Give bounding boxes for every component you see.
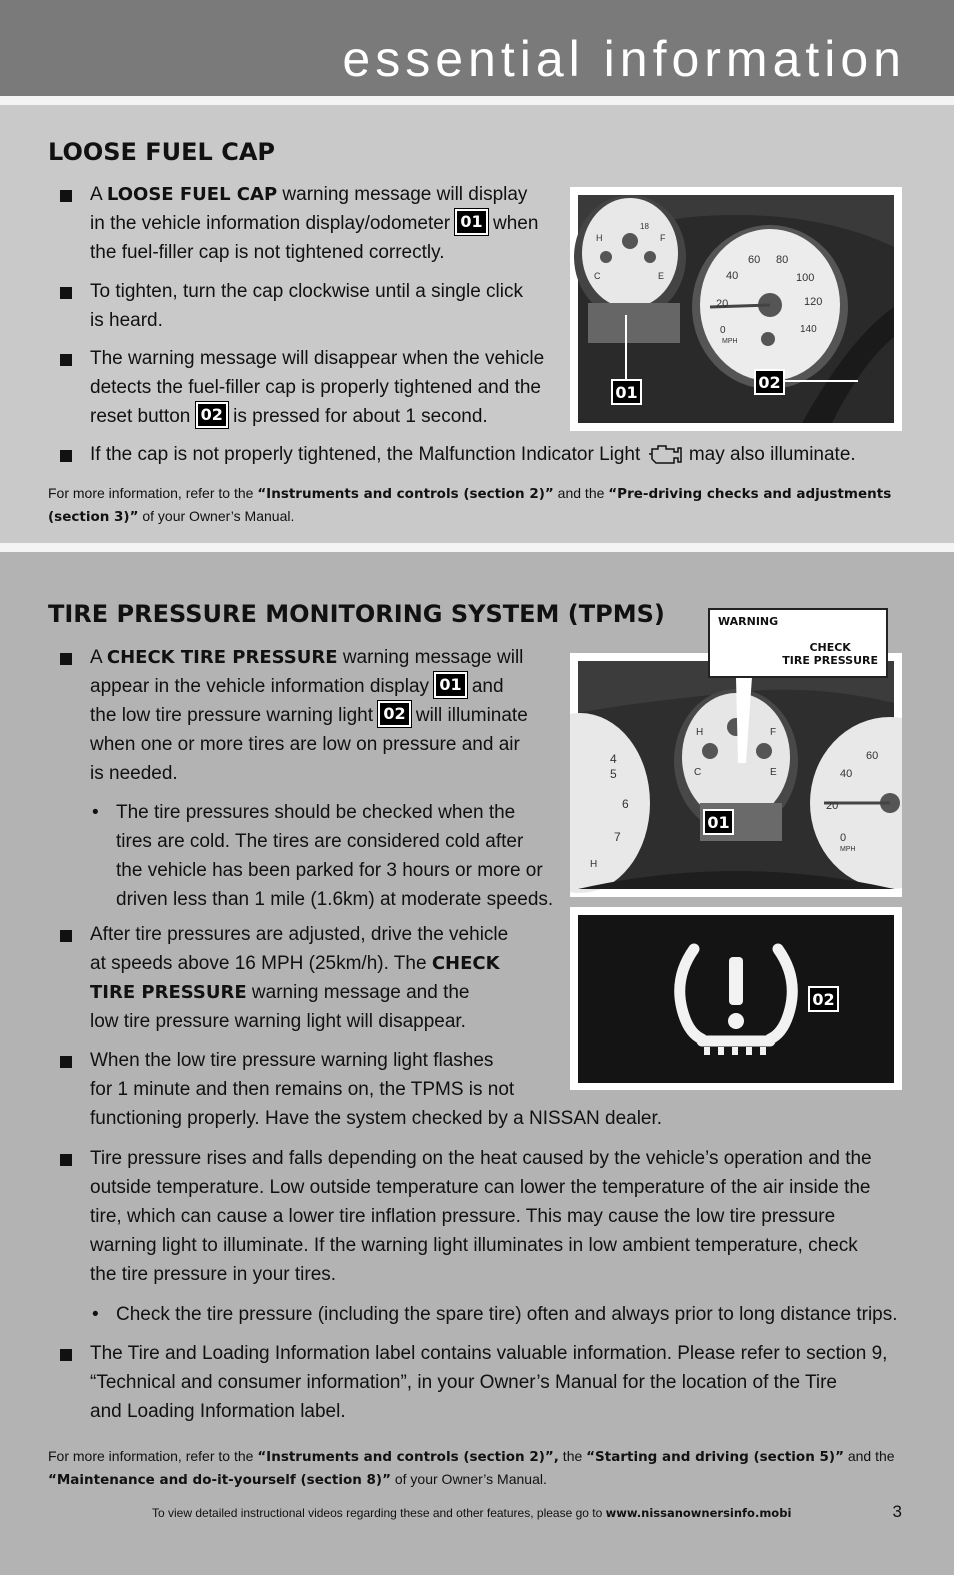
check-tire-pressure-message: CHECK TIRE PRESSURE — [782, 641, 878, 667]
bullet-square-icon — [60, 450, 72, 462]
gauge-label: 0 — [840, 832, 847, 844]
warning-callout — [708, 608, 888, 678]
footer-note: To view detailed instructional videos regarding these and other features, please go to www.nissanownersinfo.mobi — [152, 1506, 792, 1520]
bullet-square-icon — [60, 287, 72, 299]
gauge-label: 18 — [640, 222, 649, 231]
warning-label: WARNING — [718, 615, 779, 628]
divider — [0, 96, 954, 105]
gauge-label: MPH — [722, 338, 738, 345]
exclamation-icon — [728, 957, 744, 1029]
gauge-label: 4 — [610, 752, 617, 766]
gauge-label: 60 — [748, 254, 761, 266]
gauge-label: F — [660, 233, 666, 243]
bullet-dot-icon: • — [92, 1304, 99, 1325]
bullet-dot-icon: • — [92, 802, 99, 823]
engine-icon — [646, 442, 684, 466]
callout-tag-01: 01 — [455, 209, 487, 235]
gauge-label: 60 — [866, 750, 879, 762]
callout-tag-02: 02 — [812, 990, 835, 1009]
gauge-label: F — [770, 727, 777, 738]
list-item: • The tire pressures should be checked when the tires are cold. The tires are considered cold after the vehicle has been parked for 3 hours or more or driven less than 1 mile (1.6km) at moderate speeds. — [116, 798, 566, 914]
callout-tag-02: 02 — [758, 373, 781, 392]
gauge-label: C — [694, 767, 702, 778]
gauge-label: 140 — [800, 324, 817, 335]
gauge-label: H — [596, 233, 603, 243]
gauge-label: 5 — [610, 767, 617, 781]
list-item: The Tire and Loading Information label contains valuable information. Please refer to section 9, “Technical and consumer information”, in your Owner’s Manual for the location of the Tire and Loading Information label. — [90, 1339, 920, 1426]
bullet-square-icon — [60, 1154, 72, 1166]
callout-tag-01: 01 — [707, 813, 730, 832]
list-item: A CHECK TIRE PRESSURE warning message will appear in the vehicle information display 01 and the low tire pressure warning light 02 will illuminate when one or more tires are low on pressure and air is needed. — [90, 643, 570, 788]
gauge-label: 0 — [720, 325, 726, 336]
page-title: essential information — [342, 31, 906, 87]
gauge-label: C — [594, 271, 601, 281]
bullet-square-icon — [60, 653, 72, 665]
gauge-label: E — [770, 767, 777, 778]
gauge-label: 100 — [796, 272, 815, 284]
gauge-label: 80 — [776, 254, 789, 266]
gauge-label: 20 — [826, 800, 839, 812]
gauge-label: 40 — [726, 270, 739, 282]
list-item: Tire pressure rises and falls depending on the heat caused by the vehicle’s operation and the outside temperature. Low outside temperature can lower the temperature of the air inside the tire, which can cause a lower tire inflation pressure. This may cause the low tire pressure warning light to illuminate. If the warning light illuminates in low ambient temperature, check the tire pressure in your tires. — [90, 1144, 920, 1289]
bullet-square-icon — [60, 1056, 72, 1068]
tpms-heading: TIRE PRESSURE MONITORING SYSTEM (TPMS) — [48, 600, 665, 628]
divider — [0, 543, 954, 552]
reference-note: For more information, refer to the “Instruments and controls (section 2)” and the “Pre-driving checks and adjustments (section 3)” of your Owner’s Manual. — [48, 485, 892, 525]
bullet-square-icon — [60, 190, 72, 202]
list-item: When the low tire pressure warning light flashes for 1 minute and then remains on, the TPMS is not functioning properly. Have the system checked by a NISSAN dealer. — [90, 1046, 730, 1133]
gauge-label: H — [590, 859, 598, 870]
website-link[interactable]: www.nissanownersinfo.mobi — [605, 1506, 792, 1520]
bullet-square-icon — [60, 354, 72, 366]
list-item: After tire pressures are adjusted, drive the vehicle at speeds above 16 MPH (25km/h). The CHECK TIRE PRESSURE warning message and the low tire pressure warning light will disappear. — [90, 920, 560, 1036]
reference-note: For more information, refer to the “Instruments and controls (section 2)”, the “Starting and driving (section 5)” and the “Maintenance and do-it-yourself (section 8)” of your Owner’s Manual. — [48, 1448, 895, 1488]
gauge-label: E — [658, 271, 665, 281]
list-item: If the cap is not properly tightened, the Malfunction Indicator Light may also illuminate. — [90, 440, 910, 469]
gauge-label: 20 — [716, 298, 729, 310]
page-number: 3 — [892, 1502, 902, 1521]
gauge-label: 40 — [840, 768, 853, 780]
list-item: • Check the tire pressure (including the spare tire) often and always prior to long distance trips. — [116, 1300, 916, 1329]
callout-tag-02: 02 — [196, 402, 228, 428]
bullet-square-icon — [60, 930, 72, 942]
list-item: To tighten, turn the cap clockwise until a single click is heard. — [90, 277, 560, 335]
gauge-label: H — [696, 727, 704, 738]
gauge-label: 7 — [614, 830, 621, 844]
list-item: The warning message will disappear when the vehicle detects the fuel-filler cap is properly tightened and the reset button 02 is pressed for about 1 second. — [90, 344, 560, 431]
callout-tag-01: 01 — [434, 672, 466, 698]
tpms-cluster-photo — [570, 653, 902, 897]
callout-tag-02: 02 — [378, 701, 410, 727]
tpms-light-photo — [570, 907, 902, 1090]
gauge-label: 6 — [622, 797, 629, 811]
fuel-cap-heading: LOOSE FUEL CAP — [48, 138, 275, 166]
page-header — [0, 0, 954, 96]
list-item: A LOOSE FUEL CAP warning message will display in the vehicle information display/odometer 01 when the fuel-filler cap is not tightened correctly. — [90, 180, 560, 267]
bullet-square-icon — [60, 1349, 72, 1361]
gauge-label: 120 — [804, 296, 823, 308]
cluster-photo — [570, 187, 902, 431]
gauge-label: MPH — [840, 846, 856, 853]
callout-tag-01: 01 — [615, 383, 638, 402]
